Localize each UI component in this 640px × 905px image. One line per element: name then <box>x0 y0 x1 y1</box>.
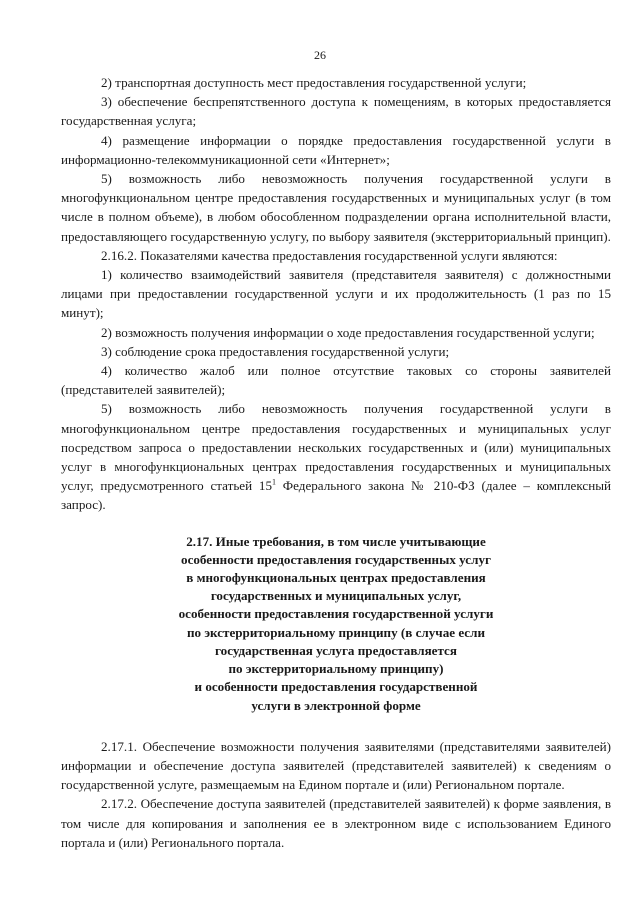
heading-line: по экстерриториальному принципу) <box>228 661 444 677</box>
heading-line: особенности предоставления государственных услуг <box>181 551 491 567</box>
paragraph: 3) соблюдение срока предоставления государственной услуги; <box>101 343 450 359</box>
paragraph: 3) обеспечение беспрепятственного доступа к помещениям, в которых предоставляется государственная услуга; <box>61 94 611 129</box>
heading-line: государственная услуга предоставляется <box>215 642 457 658</box>
heading-line: в многофункциональных центрах предоставления <box>186 570 486 586</box>
paragraph: 4) количество жалоб или полное отсутствие таковых со стороны заявителей (представителей заявителей); <box>61 363 611 398</box>
paragraph: 1) количество взаимодействий заявителя (представителя заявителя) с должностными лицами при предоставлении государственной услуги и их продолжительность (1 раз по 15 минут); <box>61 267 611 321</box>
paragraph: 2.16.2. Показателями качества предоставления государственной услуги являются: <box>101 247 558 263</box>
section-heading <box>61 533 611 715</box>
heading-line: по экстерриториальному принципу (в случае если <box>186 624 486 640</box>
page-number: 26 <box>314 48 326 62</box>
page-content <box>61 73 611 852</box>
paragraph: 2.17.2. Обеспечение доступа заявителей (представителей заявителей) к форме заявления, в том числе для копирования и заполнения ее в электронном виде с использованием Единого портала и (или) Регионального портала. <box>61 796 611 850</box>
heading-line: услуги в электронной форме <box>251 697 421 713</box>
heading-line: и особенности предоставления государственной <box>194 679 478 695</box>
paragraph: 2) возможность получения информации о ходе предоставления государственной услуги; <box>101 324 595 340</box>
paragraph: 5) возможность либо невозможность получения государственной услуги в многофункциональном центре предоставления государственных и муниципальных услуг (в том числе в полном объеме), в любом обособленном подразделении органа исполнительной власти, предоставляющего государственную услугу, по выбору заявителя (экстерриториальный принцип). <box>61 171 611 244</box>
paragraph-item-5 <box>61 399 611 514</box>
superscript: 1 <box>272 477 277 487</box>
heading-line: особенности предоставления государственной услуги <box>178 606 494 622</box>
paragraph: 2) транспортная доступность мест предоставления государственной услуги; <box>101 75 527 90</box>
paragraph: 2.17.1. Обеспечение возможности получения заявителями (представителями заявителей) информации и обеспечение доступа заявителей (представителей заявителей) к сведениям о государственной услуге, размещаемым на Едином портале и (или) Региональном портале. <box>61 738 611 793</box>
item5-text: 5) возможность либо невозможность получения государственной услуги в многофункциональном центре предоставления государственных и муниципальных услуг посредством запроса о предоставлении нескольких государственных и (или) муниципальных услуг в многофункциональных центрах предоставления государственных и муниципальных услуг, предусмотренного статьей 15 <box>61 401 611 494</box>
heading-line: 2.17. Иные требования, в том числе учитывающие <box>186 533 486 549</box>
heading-line: государственных и муниципальных услуг, <box>210 588 462 604</box>
item5-text-end: Федерального закона № 210-ФЗ (далее – комплексный запрос). <box>61 478 612 513</box>
paragraph: 4) размещение информации о порядке предоставления государственной услуги в информационно-телекоммуникационной сети «Интернет»; <box>61 132 611 167</box>
